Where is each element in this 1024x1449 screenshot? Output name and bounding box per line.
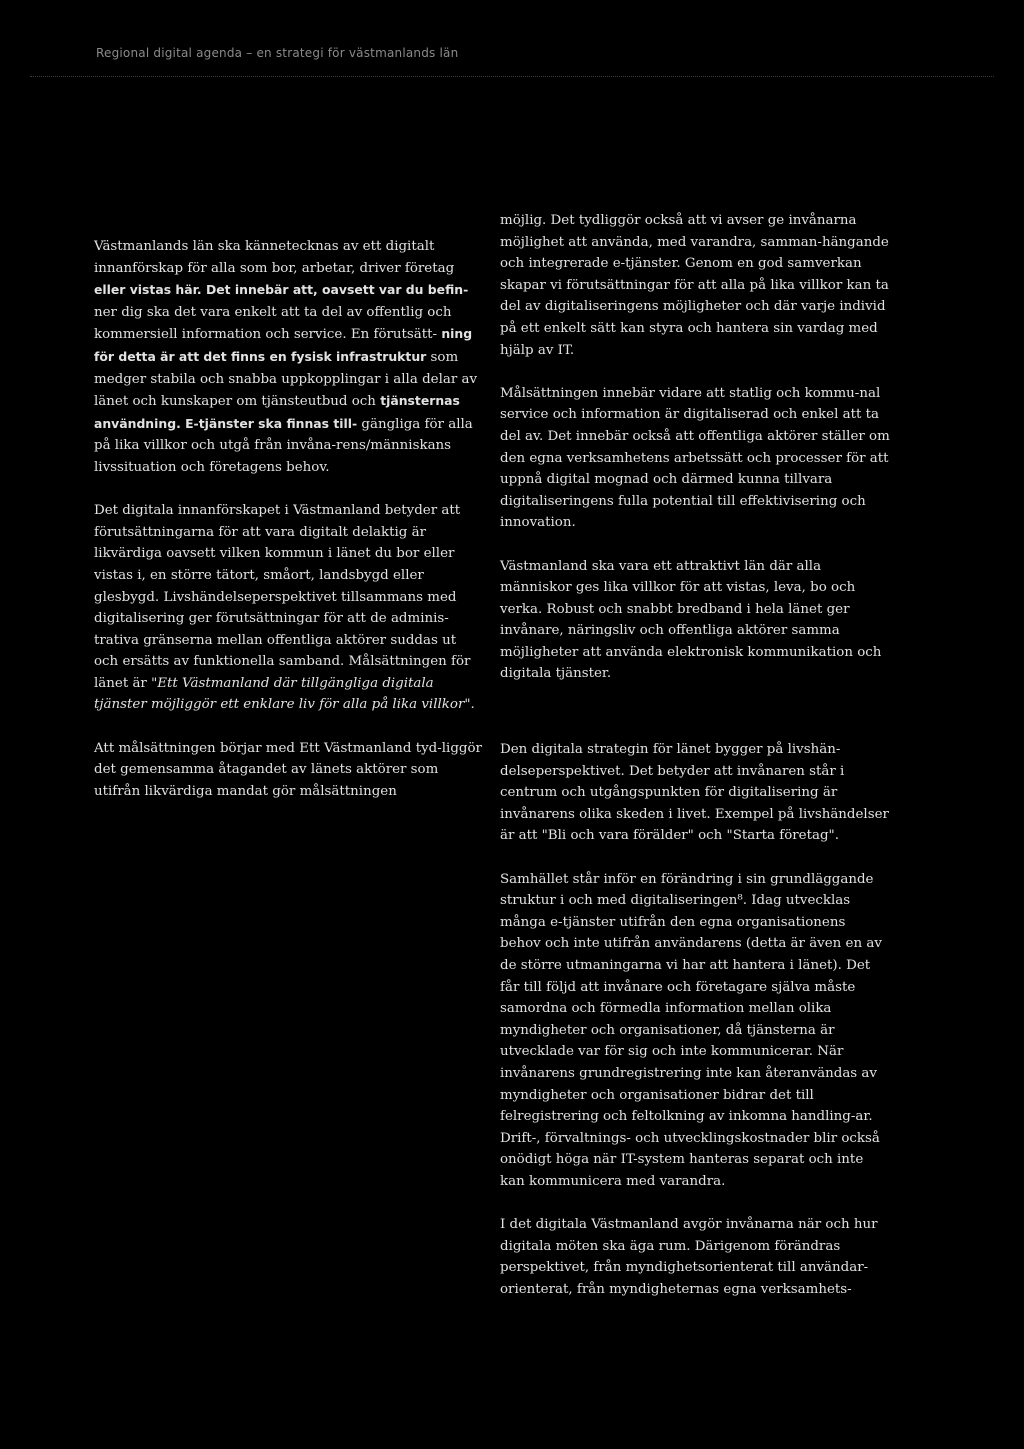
paragraph-goal-start: Att målsättningen börjar med Ett Västmanland tyd-liggör det gemensamma åtagandet av länets aktörer som utifrån likvärdiga mandat gör målsättningen (94, 740, 482, 799)
goal-quote: "Ett Västmanland där tillgängliga digitala tjänster möjliggör ett enklare liv för alla på lika villkor". (94, 675, 475, 713)
intro-bold-b: eller vistas här. Det innebär att, oavsett var du befin- (94, 282, 469, 298)
paragraph-digital-meetings: I det digitala Västmanland avgör invånarna när och hur digitala möten ska äga rum. Därigenom förändras perspektivet, från myndighetsorienterat till användar-orienterat, från myndigheternas egna verksamhets- (500, 1217, 878, 1297)
paragraph-society-change: Samhället står inför en förändring i sin grundläggande struktur i och med digitaliseringen⁸. Idag utvecklas många e-tjänster utifrån den egna organisationens behov och inte utifrån användarens (detta är även en av de större utmaningarna vi har att hantera i länet). Det får till följd att invånare och företagare själva måste samordna och förmedla information mellan olika myndigheter och organisationer, då tjänsterna är utvecklade var för sig och inte kommunicerar. När invånarens grundregistrering inte kan återanvändas av myndigheter och organisationer bidrar det till felregistrering och feltolkning av inkomna handling-ar. Drift-, förvaltnings- och utvecklingskostnader blir också onödigt höga när IT-system hanteras separat och inte kan kommunicera med varandra. (500, 871, 882, 1189)
right-column (500, 210, 890, 1301)
paragraph-possible: möjlig. Det tydliggör också att vi avser ge invånarna möjlighet att använda, med varandra, samman-hängande och integrerade e-tjänster. Genom en god samverkan skapar vi förutsättningar för att alla på lika villkor kan ta del av digitaliseringens möjligheter och där varje individ på ett enkelt sätt kan styra och hantera sin vardag med hjälp av IT. (500, 213, 889, 358)
left-column (94, 236, 484, 802)
inclusion-text: Det digitala innanförskapet i Västmanland betyder att förutsättningarna för att vara digitalt delaktig är likvärdiga oavsett vilken kommun i länet du bor eller vistas i, en större tätort, småort, landsbygd eller glesbygd. Livshändelseperspektivet tillsammans med digitalisering ger förutsättningar för att de adminis-trativa gränserna mellan offentliga aktörer suddas ut och ersätts av funktionella samband. Målsättningen för länet är (94, 503, 471, 691)
intro-bold-f: tjänsternas användning. E-tjänster ska finnas till- (94, 393, 460, 431)
intro-text-e: som medger stabila och snabba uppkopplingar i alla delar av länet och kunskaper om tjänsteutbud och (94, 349, 478, 410)
paragraph-service: Målsättningen innebär vidare att statlig och kommu-nal service och information är digitaliserad och enkel att ta del av. Det innebär också att offentliga aktörer ställer om den egna verksamhetens arbetssätt och processer för att uppnå digital mognad och därmed kunna tillvara digitaliseringens fulla potential till effektivisering och innovation. (500, 385, 890, 531)
paragraph-intro (94, 236, 484, 479)
paragraph-digital-inclusion (94, 500, 484, 716)
intro-bold-d: ning för detta är att det finns en fysisk infrastruktur (94, 326, 473, 364)
header-rule (30, 76, 994, 77)
intro-text-a: Västmanlands län ska kännetecknas av ett digitalt innanförskap för alla som bor, arbetar, driver företag (94, 239, 455, 276)
paragraph-life-events: Den digitala strategin för länet bygger på livshän-delseperspektivet. Det betyder att invånaren står i centrum och utgångspunkten för digitalisering är invånarens olika skeden i livet. Exempel på livshändelser är att "Bli och vara förälder" och "Starta företag". (500, 742, 889, 844)
running-header: Regional digital agenda – en strategi för västmanlands län (96, 46, 459, 60)
intro-text-c: ner dig ska det vara enkelt att ta del av offentlig och kommersiell information och service. En förutsätt- (94, 304, 452, 343)
paragraph-attractive: Västmanland ska vara ett attraktivt län där alla människor ges lika villkor för att vistas, leva, bo och verka. Robust och snabbt bredband i hela länet ger invånare, näringsliv och offentliga aktörer samma möjligheter att använda elektronisk kommunikation och digitala tjänster. (500, 558, 882, 682)
intro-text-g: gängliga för alla på lika villkor och utgå från invåna-rens/människans livssituation och företagens behov. (94, 416, 473, 475)
